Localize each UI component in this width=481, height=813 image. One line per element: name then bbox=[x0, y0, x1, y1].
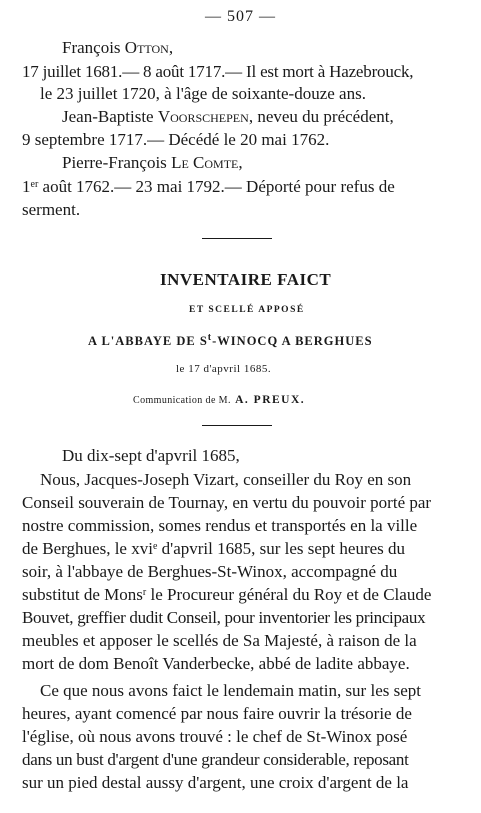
entry-first-name: François bbox=[62, 38, 125, 57]
page-number: — 507 — bbox=[205, 8, 276, 25]
communication-label: Communication de M. bbox=[133, 395, 231, 406]
place-text: A L'ABBAYE DE S bbox=[88, 334, 208, 348]
communication-credit bbox=[133, 388, 305, 411]
date-day: 1 bbox=[22, 177, 31, 196]
entry-dates-voorschepen: 9 septembre 1717.— Décédé le 20 mai 1762. bbox=[22, 130, 330, 149]
entry-suffix: , bbox=[168, 38, 174, 57]
date-rest: août 1762.— 23 mai 1792.— Déporté pour refus de bbox=[38, 177, 395, 196]
body-sup: r bbox=[142, 587, 147, 598]
entry-suffix: , neveu du précédent, bbox=[248, 107, 394, 126]
section-title: INVENTAIRE FAICT bbox=[160, 270, 332, 289]
body-sup: e bbox=[152, 541, 158, 552]
body-text-rest: le Procureur général du Roy et de Claude bbox=[146, 585, 432, 604]
body-text-rest: d'apvril 1685, sur les sept heures du bbox=[157, 539, 406, 558]
body-line: meubles et apposer le scellés de Sa Majesté, à raison de la bbox=[22, 631, 417, 650]
entry-suffix: , bbox=[238, 153, 243, 172]
body-line: soir, à l'abbaye de Berghues-St-Winox, accompagné du bbox=[22, 562, 398, 581]
communication-author: A. PREUX. bbox=[235, 394, 306, 406]
body-line: mort de dom Benoît Vanderbecke, abbé de ladite abbaye. bbox=[22, 654, 410, 673]
entry-name-lecomte bbox=[62, 153, 243, 173]
entry-cont-lecomte: serment. bbox=[22, 200, 81, 219]
body-line: Bouvet, greffier dudit Conseil, pour inventorier les principaux bbox=[22, 608, 426, 627]
section-subtitle: ET SCELLÉ APPOSÉ bbox=[189, 305, 305, 315]
section-date: le 17 d'apvril 1685. bbox=[176, 363, 272, 375]
body-text: de Berghues, le xvi bbox=[22, 539, 153, 558]
body-line: Nous, Jacques-Joseph Vizart, conseiller du Roy en son bbox=[40, 470, 412, 489]
entry-name-otton bbox=[62, 38, 173, 58]
entry-name-voorschepen bbox=[62, 107, 394, 127]
body-line: sur un pied destal aussy d'argent, une croix d'argent de la bbox=[22, 773, 409, 792]
body-line: nostre commission, somes rendus et transportés en la ville bbox=[22, 516, 418, 535]
entry-last-name: Le Comte bbox=[171, 153, 239, 172]
body-line: Ce que nous avons faict le lendemain matin, sur les sept bbox=[40, 681, 421, 700]
body-opening: Du dix-sept d'apvril 1685, bbox=[62, 446, 240, 465]
entry-cont-otton: le 23 juillet 1720, à l'âge de soixante-douze ans. bbox=[40, 84, 366, 103]
section-divider-2 bbox=[202, 425, 272, 426]
body-line bbox=[22, 585, 431, 605]
section-place bbox=[88, 331, 373, 351]
body-line: heures, ayant comencé par nous faire ouvrir la trésorie de bbox=[22, 704, 412, 723]
place-sup: t bbox=[207, 332, 213, 343]
entry-first-name: Jean-Baptiste bbox=[62, 107, 158, 126]
entry-first-name: Pierre-François bbox=[62, 153, 172, 172]
body-line: l'église, où nous avons trouvé : le chef de St-Winox posé bbox=[22, 727, 408, 746]
entry-last-name: Otton bbox=[124, 38, 169, 57]
entry-dates-otton: 17 juillet 1681.— 8 août 1717.— Il est mort à Hazebrouck, bbox=[22, 62, 414, 81]
entry-dates-lecomte bbox=[22, 177, 395, 197]
body-line bbox=[22, 539, 405, 559]
date-ordinal: er bbox=[30, 179, 39, 190]
entry-last-name: Voorschepen bbox=[157, 107, 249, 126]
section-divider bbox=[202, 238, 272, 239]
place-text-rest: -WINOCQ A BERGHUES bbox=[212, 334, 373, 348]
body-line: Conseil souverain de Tournay, en vertu du pouvoir porté par bbox=[22, 493, 432, 512]
body-text: substitut de Mons bbox=[22, 585, 143, 604]
body-line: dans un bust d'argent d'une grandeur considerable, reposant bbox=[22, 750, 409, 769]
